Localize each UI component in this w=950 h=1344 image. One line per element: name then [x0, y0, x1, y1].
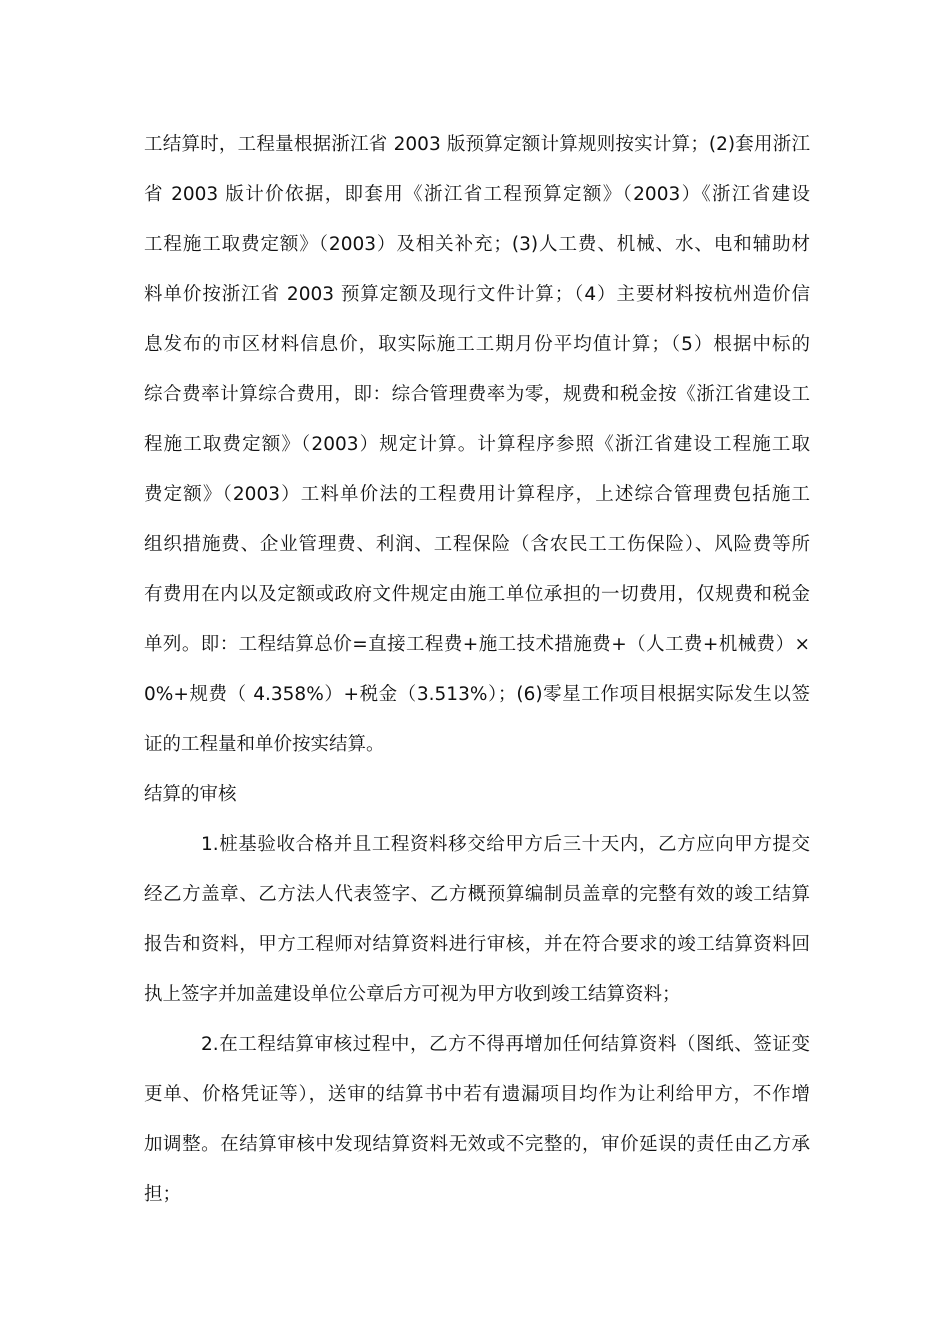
text-line: 执上签字并加盖建设单位公章后方可视为甲方收到竣工结算资料；	[144, 984, 681, 1005]
text-line: 加调整。在结算审核中发现结算资料无效或不完整的，审价延误的责任由乙方承	[144, 1134, 810, 1155]
text-line: 息发布的市区材料信息价，取实际施工工期月份平均值计算；（5）根据中标的	[144, 334, 810, 355]
text-line: 经乙方盖章、乙方法人代表签字、乙方概预算编制员盖章的完整有效的竣工结算	[144, 884, 810, 905]
text-line: 综合费率计算综合费用，即：综合管理费率为零，规费和税金按《浙江省建设工	[144, 384, 810, 405]
text-line: 2.在工程结算审核过程中，乙方不得再增加任何结算资料（图纸、签证变	[201, 1034, 810, 1055]
text-line: 工结算时，工程量根据浙江省 2003 版预算定额计算规则按实计算；(2)套用浙江	[144, 134, 810, 155]
text-line: 担；	[144, 1184, 182, 1205]
text-line: 证的工程量和单价按实结算。	[144, 734, 385, 755]
text-line: 组织措施费、企业管理费、利润、工程保险（含农民工工伤保险）、风险费等所	[144, 534, 810, 555]
text-line: 报告和资料，甲方工程师对结算资料进行审核，并在符合要求的竣工结算资料回	[144, 934, 810, 955]
text-line: 省 2003 版计价依据，即套用《浙江省工程预算定额》（2003）《浙江省建设	[144, 184, 810, 205]
text-line: 单列。即：工程结算总价=直接工程费+施工技术措施费+（人工费+机械费）×	[144, 634, 810, 655]
review-item-2	[144, 1020, 810, 1220]
text-line: 更单、价格凭证等），送审的结算书中若有遗漏项目均作为让利给甲方，不作增	[144, 1084, 810, 1105]
review-item-1	[144, 820, 810, 1020]
text-line: 工程施工取费定额》（2003）及相关补充；(3)人工费、机械、水、电和辅助材	[144, 234, 810, 255]
paragraph-pricing-basis	[144, 120, 810, 770]
text-line: 有费用在内以及定额或政府文件规定由施工单位承担的一切费用，仅规费和税金	[144, 584, 810, 605]
document-body	[144, 120, 810, 1220]
text-line: 料单价按浙江省 2003 预算定额及现行文件计算；（4）主要材料按杭州造价信	[144, 284, 810, 305]
text-line: 费定额》（2003）工料单价法的工程费用计算程序，上述综合管理费包括施工	[144, 484, 810, 505]
section-heading: 结算的审核	[144, 784, 237, 805]
text-line: 1.桩基验收合格并且工程资料移交给甲方后三十天内，乙方应向甲方提交	[201, 834, 810, 855]
text-line: 程施工取费定额》（2003）规定计算。计算程序参照《浙江省建设工程施工取	[144, 434, 810, 455]
text-line: 0%+规费（ 4.358%）+税金（3.513%）；(6)零星工作项目根据实际发生以签	[144, 684, 810, 705]
